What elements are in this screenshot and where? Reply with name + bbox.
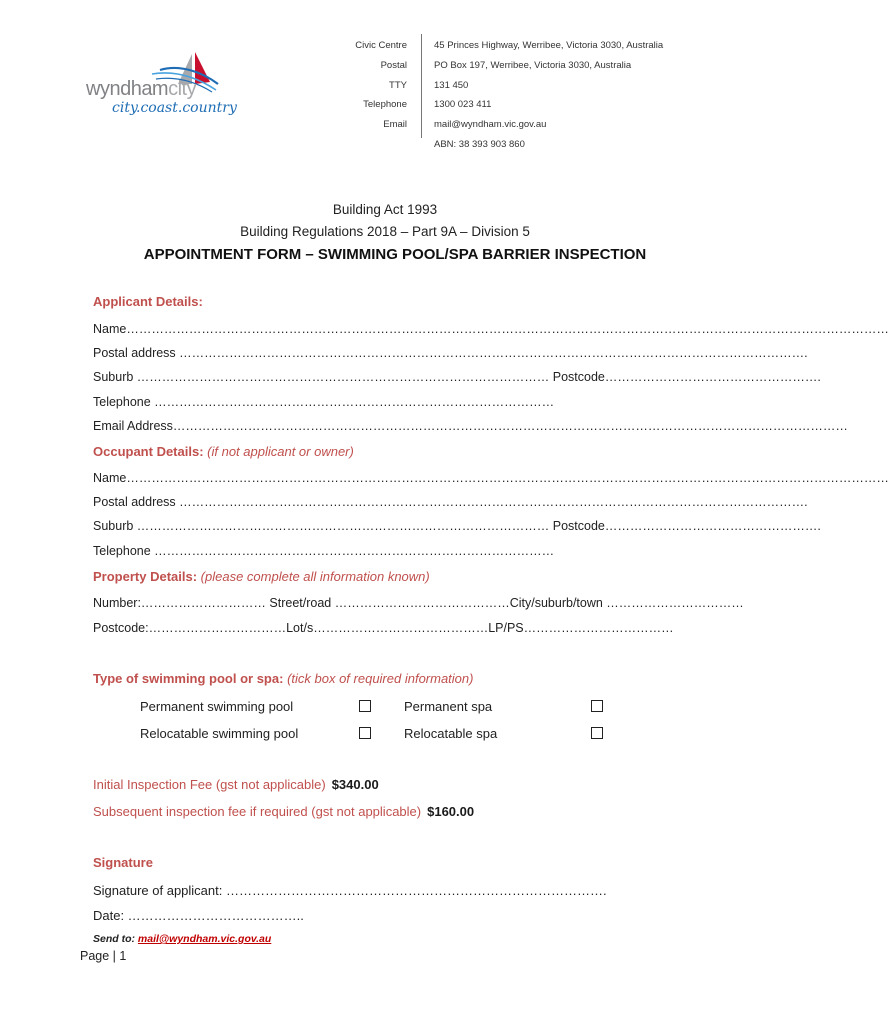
property-heading-text: Property Details: <box>93 569 198 584</box>
applicant-suburb-field[interactable]: Suburb ……………………………………………………………………………………… Postcode……………………………………………. <box>93 370 821 384</box>
wyndham-city-logo <box>86 48 237 128</box>
send-to-email-link[interactable]: mail@wyndham.vic.gov.au <box>137 933 272 945</box>
subsequent-fee <box>93 804 474 819</box>
logo-brand-right: city <box>168 78 197 100</box>
checkbox-relocatable-spa[interactable] <box>591 727 603 739</box>
occupant-heading-note: (if not applicant or owner) <box>207 444 354 459</box>
logo-brand-left: wyndham <box>86 78 169 100</box>
contact-label: TTY <box>389 79 407 91</box>
occupant-telephone-field[interactable]: Telephone …………………………………………………………………………………… <box>93 544 555 558</box>
initial-fee <box>93 777 379 792</box>
contact-label: Civic Centre <box>355 40 407 51</box>
initial-fee-label: Initial Inspection Fee (gst not applicable) <box>93 777 326 792</box>
contact-divider <box>421 34 422 138</box>
occupant-suburb-field[interactable]: Suburb ……………………………………………………………………………………… Postcode……………………………………………. <box>93 519 821 533</box>
initial-fee-amount: $340.00 <box>331 777 379 792</box>
signature-heading: Signature <box>93 855 153 870</box>
contact-label: Telephone <box>363 99 407 111</box>
contact-postal: PO Box 197, Werribee, Victoria 3030, Australia <box>434 59 632 71</box>
applicant-heading-text: Applicant Details: <box>93 294 203 309</box>
occupant-heading <box>93 444 354 459</box>
contact-tty: 131 450 <box>434 79 469 91</box>
send-to <box>93 933 271 945</box>
occupant-name-field[interactable]: Name………………………………………………………………………………………………………………………………………………………………… <box>93 471 889 485</box>
contact-civic-centre: 45 Princes Highway, Werribee, Victoria 3030, Australia <box>434 40 664 51</box>
checkbox-permanent-pool[interactable] <box>359 700 371 712</box>
property-heading-note: (please complete all information known) <box>200 569 430 584</box>
subsequent-fee-label: Subsequent inspection fee if required (gst not applicable) <box>93 804 422 819</box>
logo-tagline: city.coast.country <box>112 100 237 116</box>
property-lot-field[interactable]: Postcode:……………………………Lot/s……………………………………LP/PS……………………………… <box>93 621 674 635</box>
contact-email[interactable]: mail@wyndham.vic.gov.au <box>434 119 547 131</box>
regulations-title: Building Regulations 2018 – Part 9A – Division 5 <box>240 224 530 239</box>
option-permanent-pool-label: Permanent swimming pool <box>140 699 294 714</box>
occupant-postal-field[interactable]: Postal address ……………………………………………………………………………………………………………………………………. <box>93 495 808 509</box>
occupant-heading-text: Occupant Details: <box>93 444 204 459</box>
form-title: APPOINTMENT FORM – SWIMMING POOL/SPA BARRIER INSPECTION <box>143 246 647 263</box>
contact-telephone: 1300 023 411 <box>434 99 492 111</box>
contact-label: Postal <box>380 59 407 71</box>
page-number: Page | 1 <box>80 949 127 963</box>
option-permanent-spa-label: Permanent spa <box>404 699 493 714</box>
contact-labels <box>300 38 407 137</box>
date-field[interactable]: Date: ………………………………….. <box>93 908 304 923</box>
applicant-email-field[interactable]: Email Address……………………………………………………………………………………………………………………………………………… <box>93 419 848 433</box>
option-relocatable-pool-label: Relocatable swimming pool <box>140 726 299 741</box>
applicant-heading <box>93 294 203 309</box>
contact-label: Email <box>383 119 407 131</box>
applicant-postal-field[interactable]: Postal address ……………………………………………………………………………………………………………………………………. <box>93 346 808 360</box>
contact-values <box>434 38 663 157</box>
applicant-name-field[interactable]: Name………………………………………………………………………………………………………………………………………………………………… <box>93 322 889 336</box>
signature-field[interactable]: Signature of applicant: ……………………………………………………………………………. <box>93 883 607 898</box>
pool-type-heading-note: (tick box of required information) <box>287 671 474 686</box>
property-heading <box>93 569 430 584</box>
applicant-telephone-field[interactable]: Telephone …………………………………………………………………………………… <box>93 395 555 409</box>
abn: ABN: 38 393 903 860 <box>434 138 525 150</box>
send-to-label: Send to: <box>93 933 135 945</box>
checkbox-permanent-spa[interactable] <box>591 700 603 712</box>
checkbox-relocatable-pool[interactable] <box>359 727 371 739</box>
property-address-field[interactable]: Number:………………………… Street/road ……………………………………City/suburb/town …………………………… <box>93 596 744 610</box>
act-title: Building Act 1993 <box>332 202 438 217</box>
pool-type-heading <box>93 671 473 686</box>
option-relocatable-spa-label: Relocatable spa <box>404 726 498 741</box>
subsequent-fee-amount: $160.00 <box>427 804 475 819</box>
pool-type-heading-text: Type of swimming pool or spa: <box>93 671 284 686</box>
